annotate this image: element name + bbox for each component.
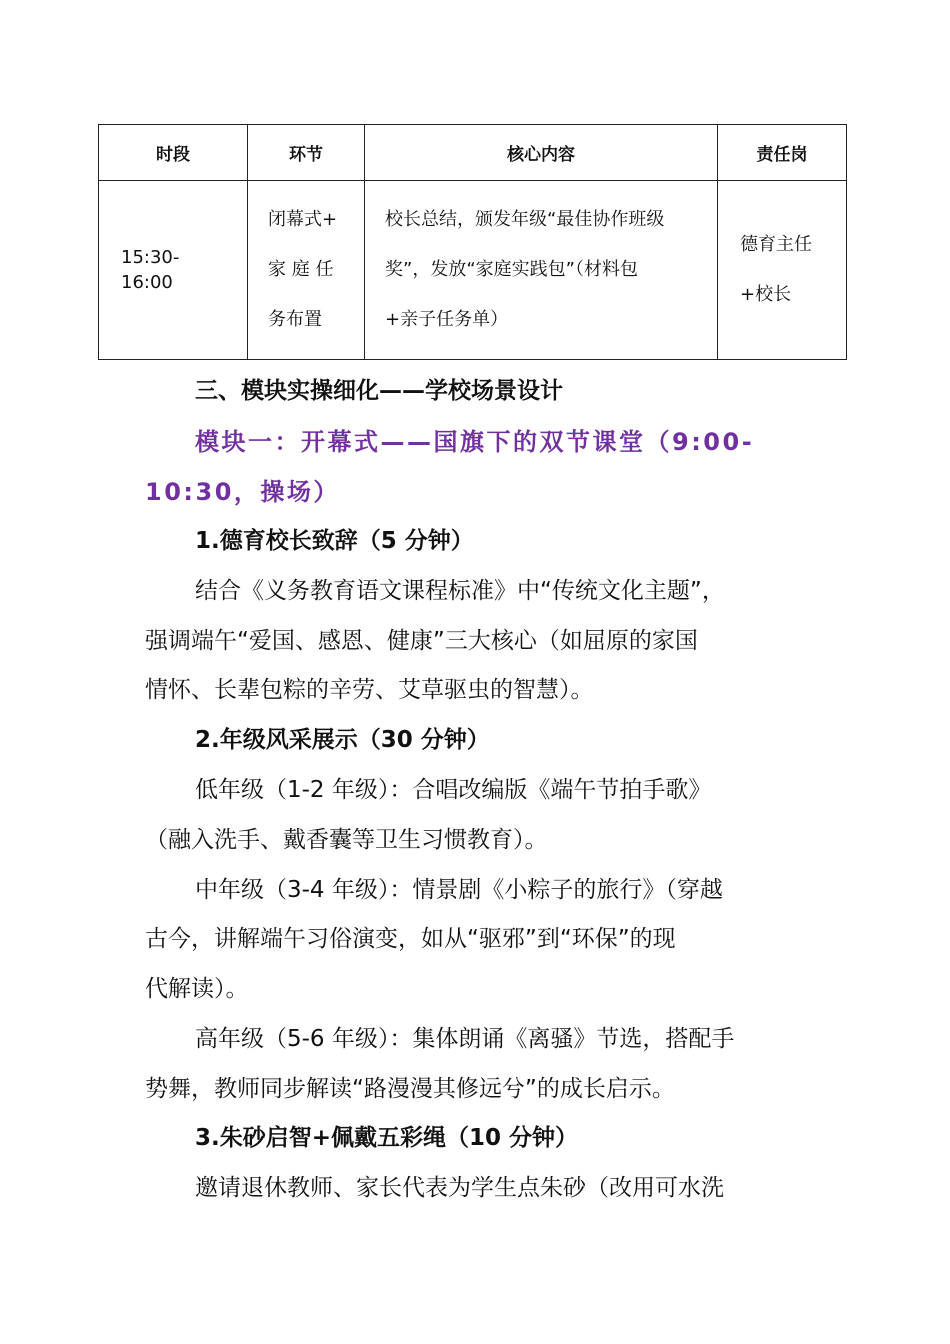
paragraph-line: （融入洗手、戴香囊等卫生习惯教育）。 [145,827,548,853]
schedule-table [98,124,847,360]
paragraph-line: 邀请退休教师、家长代表为学生点朱砂（改用可水洗 [195,1175,724,1201]
item-heading-3: 3.朱砂启智+佩戴五彩绳（10 分钟） [195,1125,579,1151]
paragraph-line: 低年级（1-2 年级）：合唱改编版《端午节拍手歌》 [195,777,712,803]
module-title-line-1: 模块一：开幕式——国旗下的双节课堂（9:00- [195,428,755,456]
cell-core-content: 校长总结，颁发年级“最佳协作班级 奖”，发放“家庭实践包”（材料包 +亲子任务单） [365,181,718,360]
cell-stage: 闭幕式+ 家 庭 任 务布置 [248,181,365,360]
header-time: 时段 [99,125,248,181]
header-core-content: 核心内容 [365,125,718,181]
paragraph-line: 情怀、长辈包粽的辛劳、艾草驱虫的智慧）。 [145,677,594,703]
table-header-row [99,125,847,181]
table-row [99,181,847,360]
paragraph-line: 中年级（3-4 年级）：情景剧《小粽子的旅行》（穿越 [195,877,723,903]
paragraph-line: 结合《义务教育语文课程标准》中“传统文化主题”， [195,578,725,604]
paragraph-line: 代解读）。 [145,976,249,1002]
header-stage: 环节 [248,125,365,181]
item-heading-2: 2.年级风采展示（30 分钟） [195,727,490,753]
header-responsible: 责任岗 [718,125,847,181]
cell-time: 15:30- 16:00 [99,181,248,360]
cell-responsible: 德育主任 +校长 [718,181,847,360]
item-heading-1: 1.德育校长致辞（5 分钟） [195,528,474,554]
module-title-line-2: 10:30，操场） [145,478,340,506]
section-title: 三、模块实操细化——学校场景设计 [195,378,563,404]
paragraph-line: 强调端午“爱国、感恩、健康”三大核心（如屈原的家国 [145,628,698,654]
paragraph-line: 势舞，教师同步解读“路漫漫其修远兮”的成长启示。 [145,1076,675,1102]
paragraph-line: 古今，讲解端午习俗演变，如从“驱邪”到“环保”的现 [145,926,676,952]
paragraph-line: 高年级（5-6 年级）：集体朗诵《离骚》节选，搭配手 [195,1026,735,1052]
